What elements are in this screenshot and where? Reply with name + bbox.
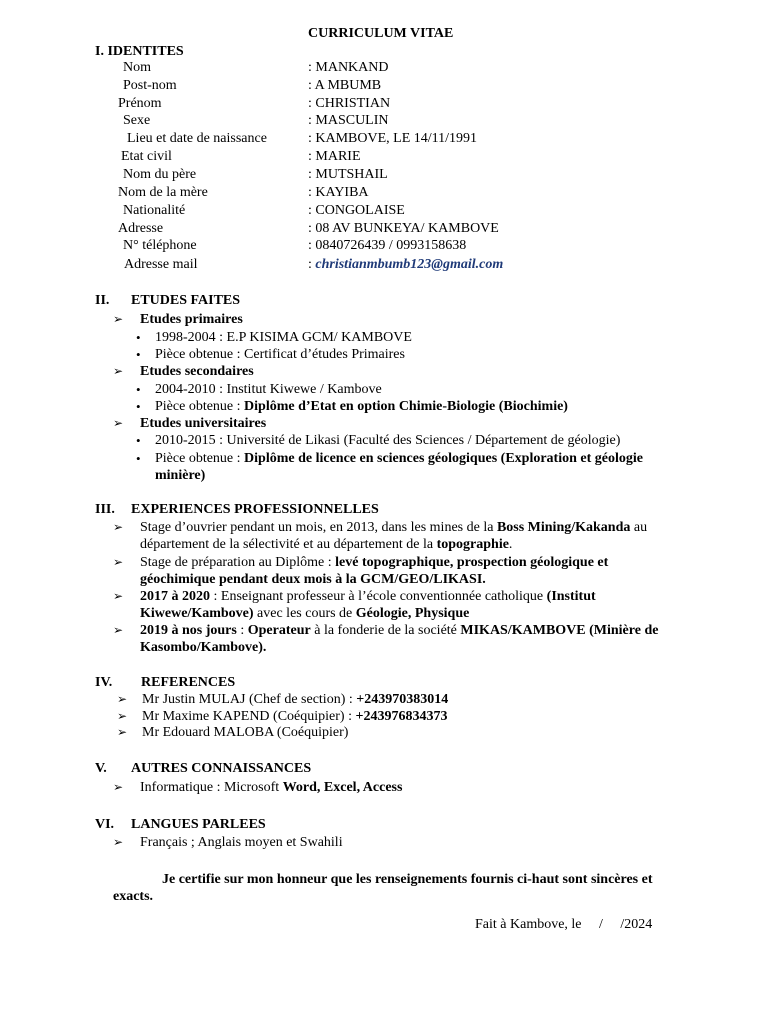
arrow-bullet-icon: ➢: [113, 835, 124, 849]
label-nationalite: Nationalité: [123, 203, 186, 218]
piece-label: Pièce obtenue :: [155, 399, 245, 414]
label-telephone: N° téléphone: [123, 238, 197, 253]
text: département de la sélectivité et au département de la: [140, 537, 437, 552]
mail-colon: :: [308, 257, 316, 272]
section-langues-number: VI.: [95, 817, 115, 832]
reference-1: [142, 691, 448, 708]
value-sexe: : MASCULIN: [308, 113, 389, 128]
text: à la fonderie de la société: [310, 623, 461, 638]
label-sexe: Sexe: [123, 113, 151, 128]
section-identites-heading: I. IDENTITES: [95, 44, 184, 59]
label-etat-civil: Etat civil: [121, 149, 172, 164]
value-nom-pere: : MUTSHAIL: [308, 167, 388, 182]
arrow-bullet-icon: ➢: [113, 312, 124, 326]
etudes-primaires-title: Etudes primaires: [140, 312, 243, 327]
etudes-primaires-line1: 1998-2004 : E.P KISIMA GCM/ KAMBOVE: [155, 330, 412, 345]
experience-1-line2: [140, 536, 512, 553]
experience-4-line2: Kasombo/Kambove).: [140, 640, 267, 655]
etudes-secondaires-line1: 2004-2010 : Institut Kiwewe / Kambove: [155, 382, 382, 397]
reference-name: Mr Justin MULAJ (Chef de section) :: [142, 692, 357, 707]
experience-2-line1: [140, 554, 608, 571]
school: (Institut: [546, 589, 596, 604]
text: Stage de préparation au Diplôme :: [140, 555, 336, 570]
bullet-icon: •: [136, 347, 141, 362]
experience-3-line2: [140, 605, 469, 622]
bullet-icon: •: [136, 382, 141, 397]
etudes-universitaires-line2-cont: minière): [155, 468, 206, 483]
reference-phone: +243976834373: [355, 709, 448, 724]
stage-detail: levé topographique, prospection géologique et: [335, 555, 609, 570]
subjects: Géologie, Physique: [355, 606, 470, 621]
label-prenom: Prénom: [118, 96, 162, 111]
company: MIKAS/KAMBOVE (Minière de: [460, 623, 659, 638]
etudes-universitaires-line2: [155, 450, 643, 467]
arrow-bullet-icon: ➢: [117, 692, 128, 706]
role: Operateur: [247, 623, 311, 638]
reference-name: Mr Maxime KAPEND (Coéquipier) :: [142, 709, 356, 724]
value-post-nom: : A MBUMB: [308, 78, 382, 93]
company: Boss Mining/Kakanda: [496, 520, 631, 535]
text: Stage d’ouvrier pendant un mois, en 2013, dans les mines de la: [140, 520, 497, 535]
text: : Enseignant professeur à l’école conventionnée catholique: [210, 589, 547, 604]
section-references-number: IV.: [95, 675, 113, 690]
value-etat-civil: : MARIE: [308, 149, 361, 164]
arrow-bullet-icon: ➢: [113, 555, 124, 569]
text: .: [508, 537, 513, 552]
bullet-icon: •: [136, 451, 141, 466]
section-connaissances-number: V.: [95, 761, 107, 776]
arrow-bullet-icon: ➢: [117, 725, 128, 739]
certification-line1: Je certifie sur mon honneur que les renseignements fournis ci-haut sont sincères et: [162, 872, 653, 887]
experience-3-line1: [140, 588, 596, 605]
piece-value: Diplôme d’Etat en option Chimie-Biologie (Biochimie): [244, 399, 568, 414]
value-lieu-date-naissance: : KAMBOVE, LE 14/11/1991: [308, 131, 478, 146]
piece-label: Pièce obtenue :: [155, 451, 245, 466]
experience-2-line2: géochimique pendant deux mois à la GCM/GEO/LIKASI.: [140, 572, 486, 587]
reference-3: Mr Edouard MALOBA (Coéquipier): [142, 725, 349, 740]
label-lieu-date-naissance: Lieu et date de naissance: [127, 131, 267, 146]
text: au: [630, 520, 648, 535]
period: 2019 à nos jours: [140, 623, 237, 638]
etudes-secondaires-line2: [155, 398, 568, 415]
arrow-bullet-icon: ➢: [113, 623, 124, 637]
label-adresse: Adresse: [118, 221, 164, 236]
value-telephone: : 0840726439 / 0993158638: [308, 238, 467, 253]
arrow-bullet-icon: ➢: [113, 520, 124, 534]
signature-place-date: Fait à Kambove, le / /2024: [475, 917, 653, 932]
experience-1-line1: [140, 519, 647, 536]
section-references-heading: REFERENCES: [141, 675, 236, 690]
bullet-icon: •: [136, 330, 141, 345]
arrow-bullet-icon: ➢: [113, 364, 124, 378]
label-post-nom: Post-nom: [123, 78, 177, 93]
label-nom: Nom: [123, 60, 151, 75]
arrow-bullet-icon: ➢: [113, 416, 124, 430]
text: :: [236, 623, 248, 638]
document-title: CURRICULUM VITAE: [308, 26, 454, 41]
langues-list: Français ; Anglais moyen et Swahili: [140, 835, 343, 850]
experience-4-line1: [140, 622, 658, 639]
value-adresse-mail: [308, 256, 503, 273]
section-langues-heading: LANGUES PARLEES: [131, 817, 266, 832]
value-nom: : MANKAND: [308, 60, 389, 75]
department: topographie: [436, 537, 509, 552]
section-etudes-heading: ETUDES FAITES: [131, 293, 241, 308]
section-connaissances-heading: AUTRES CONNAISSANCES: [131, 761, 312, 776]
software-list: Word, Excel, Access: [282, 780, 403, 795]
bullet-icon: •: [136, 433, 141, 448]
etudes-universitaires-title: Etudes universitaires: [140, 416, 267, 431]
value-prenom: : CHRISTIAN: [308, 96, 391, 111]
label-nom-mere: Nom de la mère: [118, 185, 208, 200]
email-link[interactable]: christianmbumb123@gmail.com: [315, 257, 504, 272]
arrow-bullet-icon: ➢: [113, 780, 124, 794]
school: Kiwewe/Kambove): [140, 606, 254, 621]
etudes-primaires-line2: Pièce obtenue : Certificat d’études Primaires: [155, 347, 405, 362]
reference-phone: +243970383014: [356, 692, 449, 707]
etudes-secondaires-title: Etudes secondaires: [140, 364, 254, 379]
value-nationalite: : CONGOLAISE: [308, 203, 405, 218]
text: Informatique : Microsoft: [140, 780, 283, 795]
text: avec les cours de: [253, 606, 356, 621]
connaissance-informatique: [140, 779, 402, 796]
certification-line2: exacts.: [113, 889, 154, 904]
period: 2017 à 2020: [140, 589, 210, 604]
section-etudes-number: II.: [95, 293, 110, 308]
reference-2: [142, 708, 447, 725]
value-nom-mere: : KAYIBA: [308, 185, 369, 200]
section-experiences-number: III.: [95, 502, 115, 517]
arrow-bullet-icon: ➢: [113, 589, 124, 603]
etudes-universitaires-line1: 2010-2015 : Université de Likasi (Faculté des Sciences / Département de géologie): [155, 433, 621, 448]
label-adresse-mail: Adresse mail: [124, 257, 198, 272]
arrow-bullet-icon: ➢: [117, 709, 128, 723]
bullet-icon: •: [136, 399, 141, 414]
value-adresse: : 08 AV BUNKEYA/ KAMBOVE: [308, 221, 499, 236]
section-experiences-heading: EXPERIENCES PROFESSIONNELLES: [131, 502, 379, 517]
piece-value: Diplôme de licence en sciences géologiques (Exploration et géologie: [244, 451, 643, 466]
label-nom-pere: Nom du père: [123, 167, 197, 182]
